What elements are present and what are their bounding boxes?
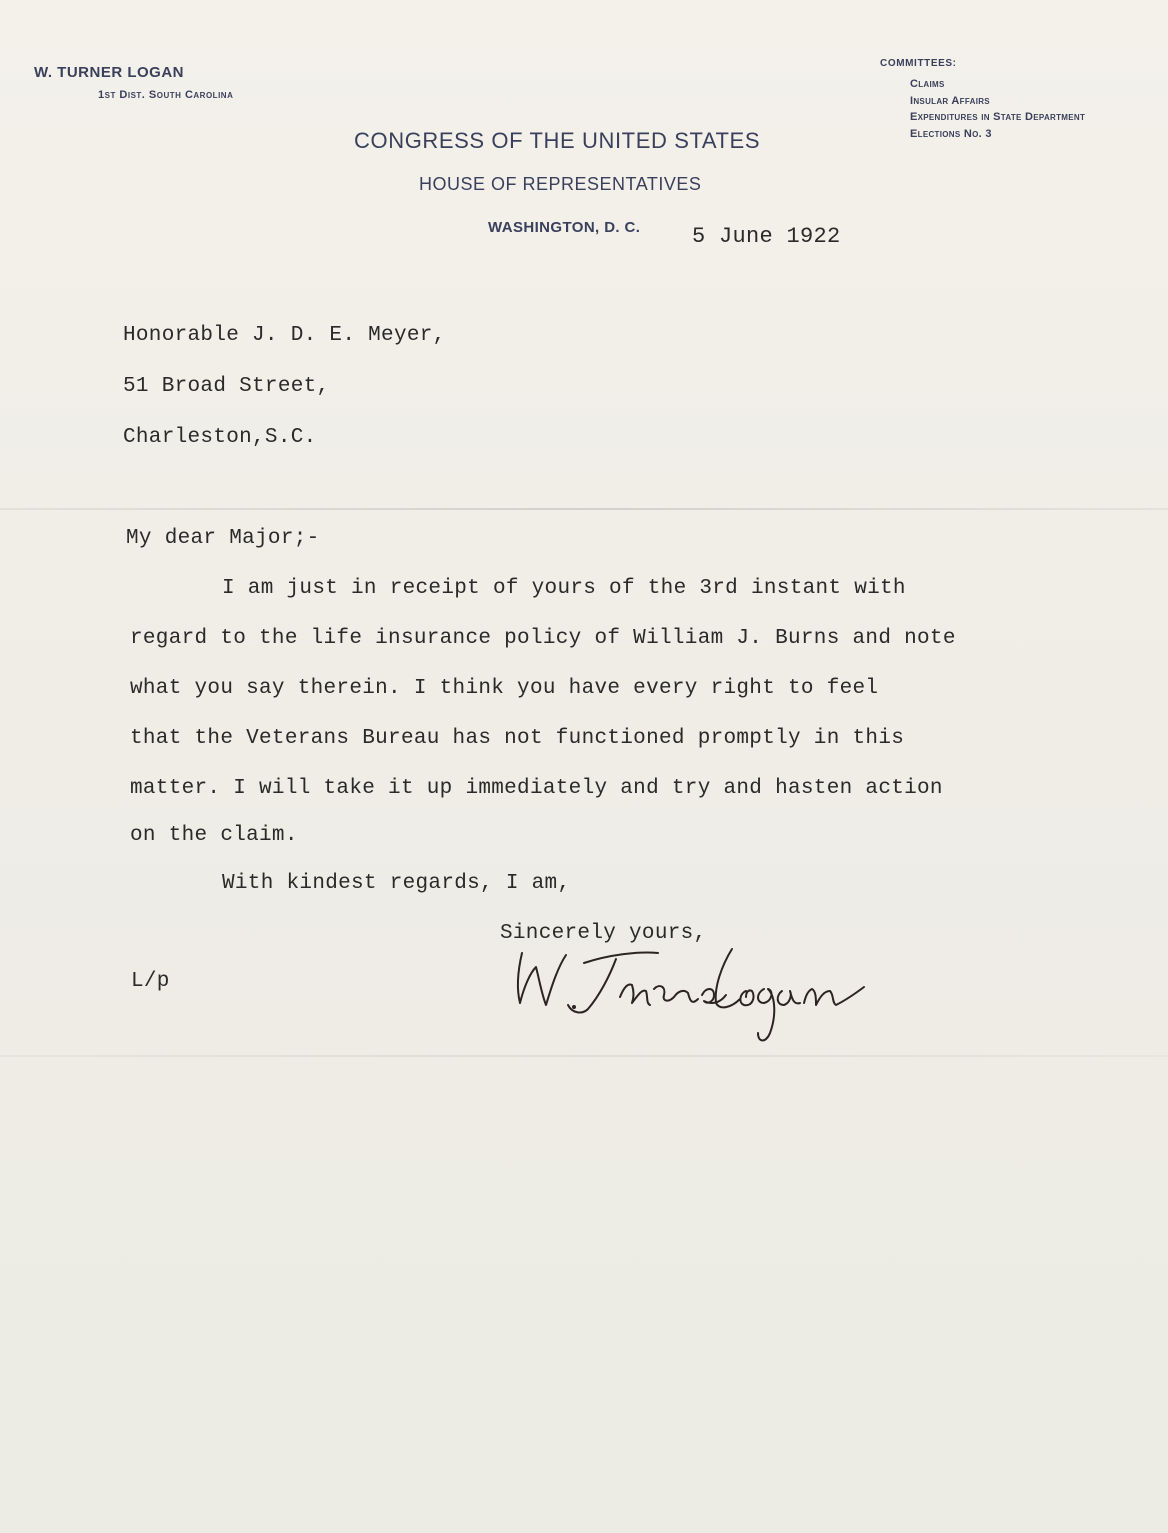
body-line: regard to the life insurance policy of William J. Burns and note xyxy=(130,627,956,650)
body-line: I am just in receipt of yours of the 3rd instant with xyxy=(222,577,906,600)
institution-title: CONGRESS OF THE UNITED STATES xyxy=(354,128,761,153)
body-line: what you say therein. I think you have every right to feel xyxy=(130,677,879,700)
member-district: 1st Dist. South Carolina xyxy=(98,89,234,101)
signature xyxy=(500,925,870,1055)
committee-list xyxy=(910,76,1085,142)
committees-title: COMMITTEES: xyxy=(880,58,957,69)
fold-line xyxy=(0,1055,1168,1057)
member-name: W. TURNER LOGAN xyxy=(34,64,184,81)
body-line: on the claim. xyxy=(130,824,298,847)
committee-item: Claims xyxy=(910,78,945,90)
committee-item: Insular Affairs xyxy=(910,94,990,107)
closing-line: With kindest regards, I am, xyxy=(222,872,571,895)
body-line: that the Veterans Bureau has not functioned promptly in this xyxy=(130,727,905,750)
recipient-line: Charleston,S.C. xyxy=(123,426,317,449)
chamber-title: HOUSE OF REPRESENTATIVES xyxy=(419,174,702,194)
signature-drawing xyxy=(500,925,870,1055)
recipient-line: Honorable J. D. E. Meyer, xyxy=(123,324,446,347)
committee-item: Elections No. 3 xyxy=(910,127,992,140)
typist-initials: L/p xyxy=(131,970,170,993)
closing-line: Sincerely yours, xyxy=(500,922,707,945)
letter-date: 5 June 1922 xyxy=(692,224,841,249)
recipient-line: 51 Broad Street, xyxy=(123,375,330,398)
salutation: My dear Major;- xyxy=(126,527,320,550)
committee-item: Expenditures in State Department xyxy=(910,111,1086,123)
letterhead-city: WASHINGTON, D. C. xyxy=(488,219,641,236)
fold-line xyxy=(0,508,1168,510)
body-line: matter. I will take it up immediately and try and hasten action xyxy=(130,777,943,800)
